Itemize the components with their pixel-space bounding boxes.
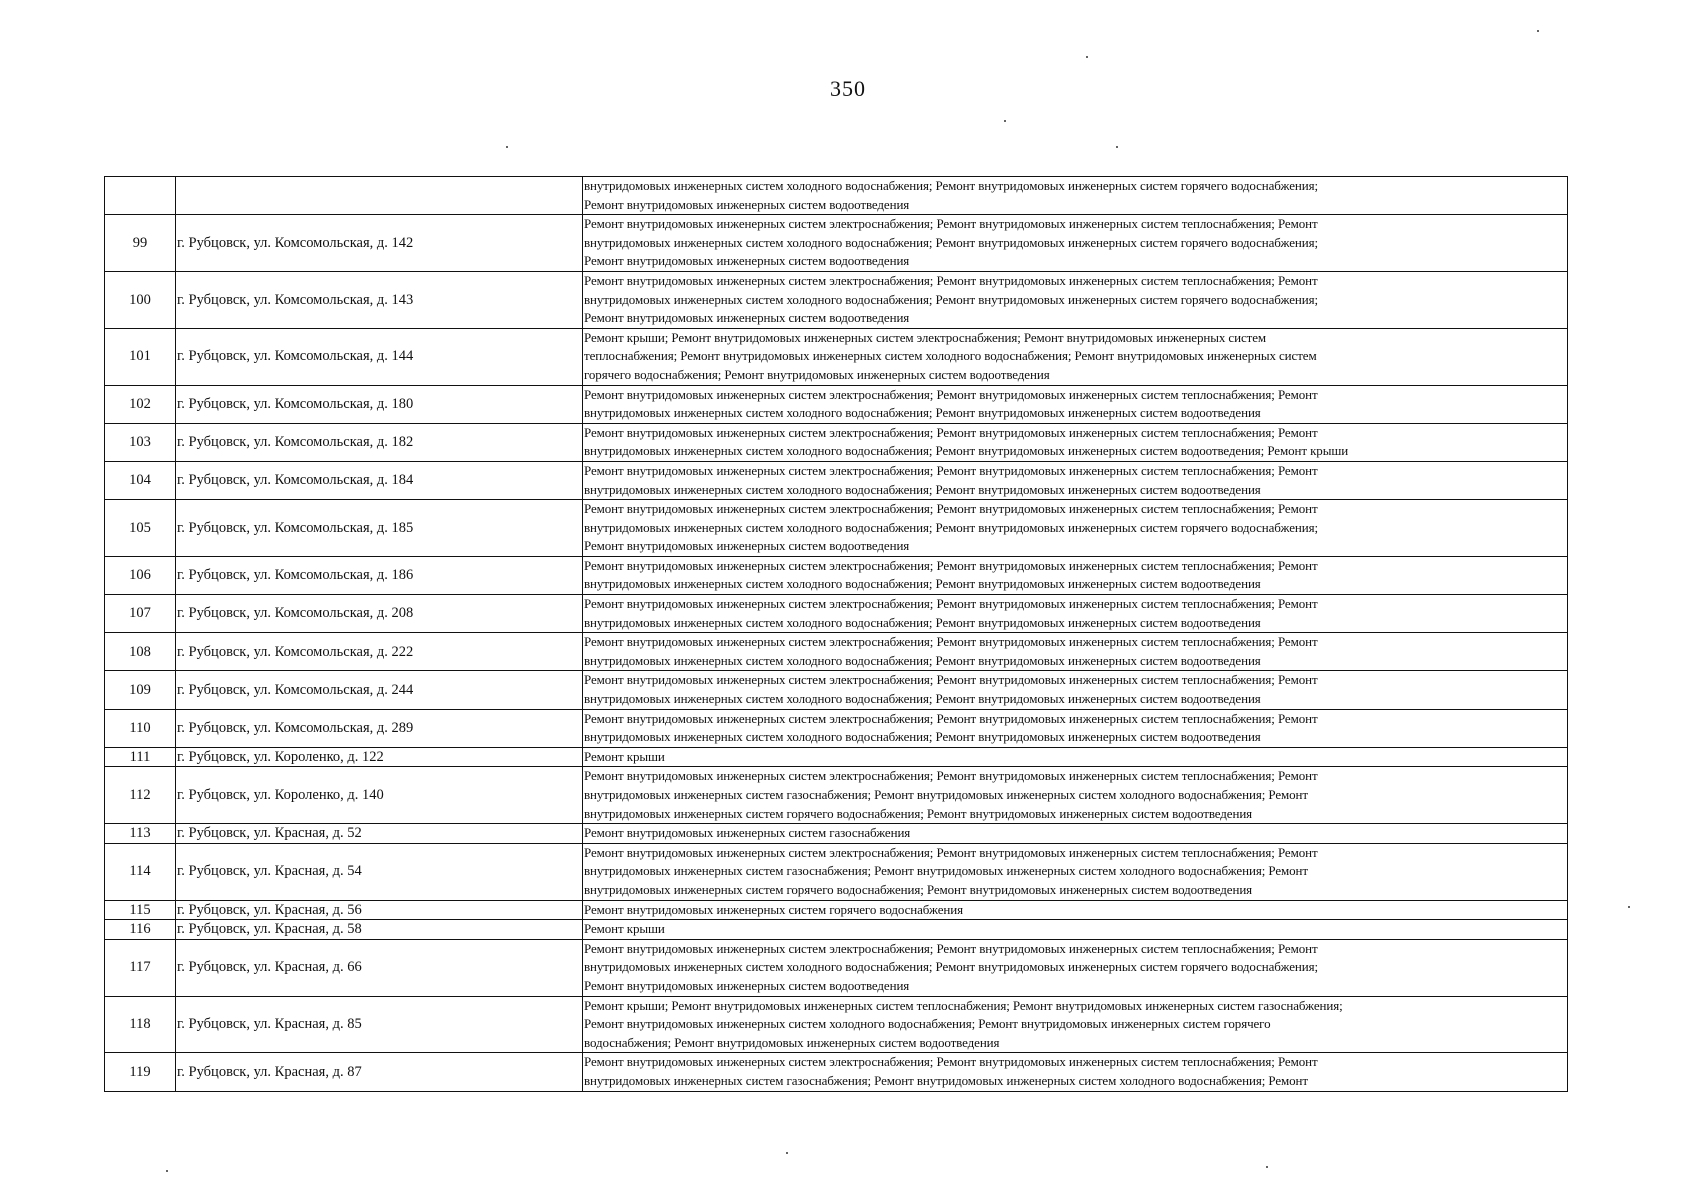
table-row <box>105 1053 1568 1091</box>
row-address: г. Рубцовск, ул. Красная, д. 85 <box>176 996 583 1053</box>
row-address: г. Рубцовск, ул. Комсомольская, д. 222 <box>176 633 583 671</box>
row-works: Ремонт крыши <box>583 747 1568 767</box>
table-row <box>105 423 1568 461</box>
row-number: 100 <box>105 271 176 328</box>
row-number: 115 <box>105 900 176 920</box>
row-number: 101 <box>105 328 176 385</box>
row-number: 104 <box>105 461 176 499</box>
row-address: г. Рубцовск, ул. Комсомольская, д. 244 <box>176 671 583 709</box>
row-address: г. Рубцовск, ул. Комсомольская, д. 185 <box>176 500 583 557</box>
row-address: г. Рубцовск, ул. Короленко, д. 122 <box>176 747 583 767</box>
table-row <box>105 671 1568 709</box>
table-row <box>105 215 1568 272</box>
table-row <box>105 461 1568 499</box>
row-address: г. Рубцовск, ул. Комсомольская, д. 184 <box>176 461 583 499</box>
scan-speck <box>1004 120 1006 122</box>
row-number: 99 <box>105 215 176 272</box>
row-number: 114 <box>105 843 176 900</box>
scan-speck <box>1086 56 1088 58</box>
row-works: внутридомовых инженерных систем холодного водоснабжения; Ремонт внутридомовых инженерных систем горячего водоснабжения; Ремонт внутридомовых инженерных систем водоотведения <box>583 177 1568 215</box>
row-number: 106 <box>105 556 176 594</box>
row-number: 119 <box>105 1053 176 1091</box>
scan-speck <box>1266 1166 1268 1168</box>
row-works: Ремонт внутридомовых инженерных систем электроснабжения; Ремонт внутридомовых инженерных систем теплоснабжения; Ремонт внутридомовых инженерных систем холодного водоснабжения; Ремонт внутридомовых инженерных систем горячего водоснабжения; Ремонт внутридомовых инженерных систем водоотведения <box>583 939 1568 996</box>
table-row <box>105 500 1568 557</box>
row-number: 103 <box>105 423 176 461</box>
table-row <box>105 177 1568 215</box>
table-row <box>105 385 1568 423</box>
table-row <box>105 271 1568 328</box>
table-row <box>105 824 1568 844</box>
row-works: Ремонт крыши; Ремонт внутридомовых инженерных систем теплоснабжения; Ремонт внутридомовых инженерных систем газоснабжения; Ремонт внутридомовых инженерных систем холодного водоснабжения; Ремонт внутридомовых инженерных систем горячего водоснабжения; Ремонт внутридомовых инженерных систем водоотведения <box>583 996 1568 1053</box>
table-row <box>105 595 1568 633</box>
row-works: Ремонт внутридомовых инженерных систем электроснабжения; Ремонт внутридомовых инженерных систем теплоснабжения; Ремонт внутридомовых инженерных систем холодного водоснабжения; Ремонт внутридомовых инженерных систем водоотведения <box>583 461 1568 499</box>
table-row <box>105 633 1568 671</box>
table-row <box>105 328 1568 385</box>
row-works: Ремонт внутридомовых инженерных систем электроснабжения; Ремонт внутридомовых инженерных систем теплоснабжения; Ремонт внутридомовых инженерных систем холодного водоснабжения; Ремонт внутридомовых инженерных систем горячего водоснабжения; Ремонт внутридомовых инженерных систем водоотведения <box>583 271 1568 328</box>
row-works: Ремонт внутридомовых инженерных систем электроснабжения; Ремонт внутридомовых инженерных систем теплоснабжения; Ремонт внутридомовых инженерных систем холодного водоснабжения; Ремонт внутридомовых инженерных систем водоотведения <box>583 556 1568 594</box>
row-address: г. Рубцовск, ул. Красная, д. 56 <box>176 900 583 920</box>
row-address: г. Рубцовск, ул. Комсомольская, д. 144 <box>176 328 583 385</box>
row-number <box>105 177 176 215</box>
registry-table <box>104 176 1568 1092</box>
row-works: Ремонт внутридомовых инженерных систем электроснабжения; Ремонт внутридомовых инженерных систем теплоснабжения; Ремонт внутридомовых инженерных систем холодного водоснабжения; Ремонт внутридомовых инженерных систем водоотведения; Ремонт крыши <box>583 423 1568 461</box>
row-address: г. Рубцовск, ул. Красная, д. 87 <box>176 1053 583 1091</box>
table-row <box>105 996 1568 1053</box>
row-works: Ремонт крыши; Ремонт внутридомовых инженерных систем электроснабжения; Ремонт внутридомовых инженерных систем теплоснабжения; Ремонт внутридомовых инженерных систем холодного водоснабжения; Ремонт внутридомовых инженерных систем горячего водоснабжения; Ремонт внутридомовых инженерных систем водоотведения <box>583 328 1568 385</box>
row-works: Ремонт внутридомовых инженерных систем электроснабжения; Ремонт внутридомовых инженерных систем теплоснабжения; Ремонт внутридомовых инженерных систем газоснабжения; Ремонт внутридомовых инженерных систем холодного водоснабжения; Ремонт <box>583 1053 1568 1091</box>
row-address: г. Рубцовск, ул. Красная, д. 54 <box>176 843 583 900</box>
scan-speck <box>166 1170 168 1172</box>
row-works: Ремонт внутридомовых инженерных систем электроснабжения; Ремонт внутридомовых инженерных систем теплоснабжения; Ремонт внутридомовых инженерных систем газоснабжения; Ремонт внутридомовых инженерных систем холодного водоснабжения; Ремонт внутридомовых инженерных систем горячего водоснабжения; Ремонт внутридомовых инженерных систем водоотведения <box>583 843 1568 900</box>
scan-speck <box>786 1152 788 1154</box>
table-row <box>105 900 1568 920</box>
row-number: 113 <box>105 824 176 844</box>
row-address: г. Рубцовск, ул. Короленко, д. 140 <box>176 767 583 824</box>
row-number: 102 <box>105 385 176 423</box>
row-address <box>176 177 583 215</box>
row-number: 111 <box>105 747 176 767</box>
table-row <box>105 843 1568 900</box>
table-row <box>105 709 1568 747</box>
row-number: 118 <box>105 996 176 1053</box>
row-works: Ремонт внутридомовых инженерных систем электроснабжения; Ремонт внутридомовых инженерных систем теплоснабжения; Ремонт внутридомовых инженерных систем газоснабжения; Ремонт внутридомовых инженерных систем холодного водоснабжения; Ремонт внутридомовых инженерных систем горячего водоснабжения; Ремонт внутридомовых инженерных систем водоотведения <box>583 767 1568 824</box>
row-number: 107 <box>105 595 176 633</box>
row-number: 108 <box>105 633 176 671</box>
row-address: г. Рубцовск, ул. Красная, д. 52 <box>176 824 583 844</box>
scan-speck <box>506 146 508 148</box>
table-row <box>105 920 1568 940</box>
row-number: 105 <box>105 500 176 557</box>
row-works: Ремонт внутридомовых инженерных систем электроснабжения; Ремонт внутридомовых инженерных систем теплоснабжения; Ремонт внутридомовых инженерных систем холодного водоснабжения; Ремонт внутридомовых инженерных систем водоотведения <box>583 633 1568 671</box>
row-works: Ремонт внутридомовых инженерных систем электроснабжения; Ремонт внутридомовых инженерных систем теплоснабжения; Ремонт внутридомовых инженерных систем холодного водоснабжения; Ремонт внутридомовых инженерных систем водоотведения <box>583 671 1568 709</box>
table-row <box>105 767 1568 824</box>
row-address: г. Рубцовск, ул. Комсомольская, д. 289 <box>176 709 583 747</box>
row-works: Ремонт внутридомовых инженерных систем электроснабжения; Ремонт внутридомовых инженерных систем теплоснабжения; Ремонт внутридомовых инженерных систем холодного водоснабжения; Ремонт внутридомовых инженерных систем водоотведения <box>583 595 1568 633</box>
row-number: 109 <box>105 671 176 709</box>
page-number: 350 <box>830 76 866 101</box>
row-works: Ремонт внутридомовых инженерных систем электроснабжения; Ремонт внутридомовых инженерных систем теплоснабжения; Ремонт внутридомовых инженерных систем холодного водоснабжения; Ремонт внутридомовых инженерных систем горячего водоснабжения; Ремонт внутридомовых инженерных систем водоотведения <box>583 215 1568 272</box>
table-row <box>105 747 1568 767</box>
row-address: г. Рубцовск, ул. Красная, д. 66 <box>176 939 583 996</box>
row-address: г. Рубцовск, ул. Красная, д. 58 <box>176 920 583 940</box>
row-works: Ремонт крыши <box>583 920 1568 940</box>
registry-table-body <box>105 177 1568 1092</box>
row-works: Ремонт внутридомовых инженерных систем электроснабжения; Ремонт внутридомовых инженерных систем теплоснабжения; Ремонт внутридомовых инженерных систем холодного водоснабжения; Ремонт внутридомовых инженерных систем водоотведения <box>583 385 1568 423</box>
row-address: г. Рубцовск, ул. Комсомольская, д. 180 <box>176 385 583 423</box>
row-number: 116 <box>105 920 176 940</box>
table-row <box>105 556 1568 594</box>
row-works: Ремонт внутридомовых инженерных систем горячего водоснабжения <box>583 900 1568 920</box>
row-address: г. Рубцовск, ул. Комсомольская, д. 142 <box>176 215 583 272</box>
row-address: г. Рубцовск, ул. Комсомольская, д. 182 <box>176 423 583 461</box>
row-works: Ремонт внутридомовых инженерных систем газоснабжения <box>583 824 1568 844</box>
row-address: г. Рубцовск, ул. Комсомольская, д. 143 <box>176 271 583 328</box>
row-address: г. Рубцовск, ул. Комсомольская, д. 208 <box>176 595 583 633</box>
scan-speck <box>1116 146 1118 148</box>
table-row <box>105 939 1568 996</box>
row-address: г. Рубцовск, ул. Комсомольская, д. 186 <box>176 556 583 594</box>
scan-speck <box>1628 906 1630 908</box>
row-works: Ремонт внутридомовых инженерных систем электроснабжения; Ремонт внутридомовых инженерных систем теплоснабжения; Ремонт внутридомовых инженерных систем холодного водоснабжения; Ремонт внутридомовых инженерных систем горячего водоснабжения; Ремонт внутридомовых инженерных систем водоотведения <box>583 500 1568 557</box>
row-number: 117 <box>105 939 176 996</box>
row-works: Ремонт внутридомовых инженерных систем электроснабжения; Ремонт внутридомовых инженерных систем теплоснабжения; Ремонт внутридомовых инженерных систем холодного водоснабжения; Ремонт внутридомовых инженерных систем водоотведения <box>583 709 1568 747</box>
scan-speck <box>1537 30 1539 32</box>
row-number: 110 <box>105 709 176 747</box>
row-number: 112 <box>105 767 176 824</box>
